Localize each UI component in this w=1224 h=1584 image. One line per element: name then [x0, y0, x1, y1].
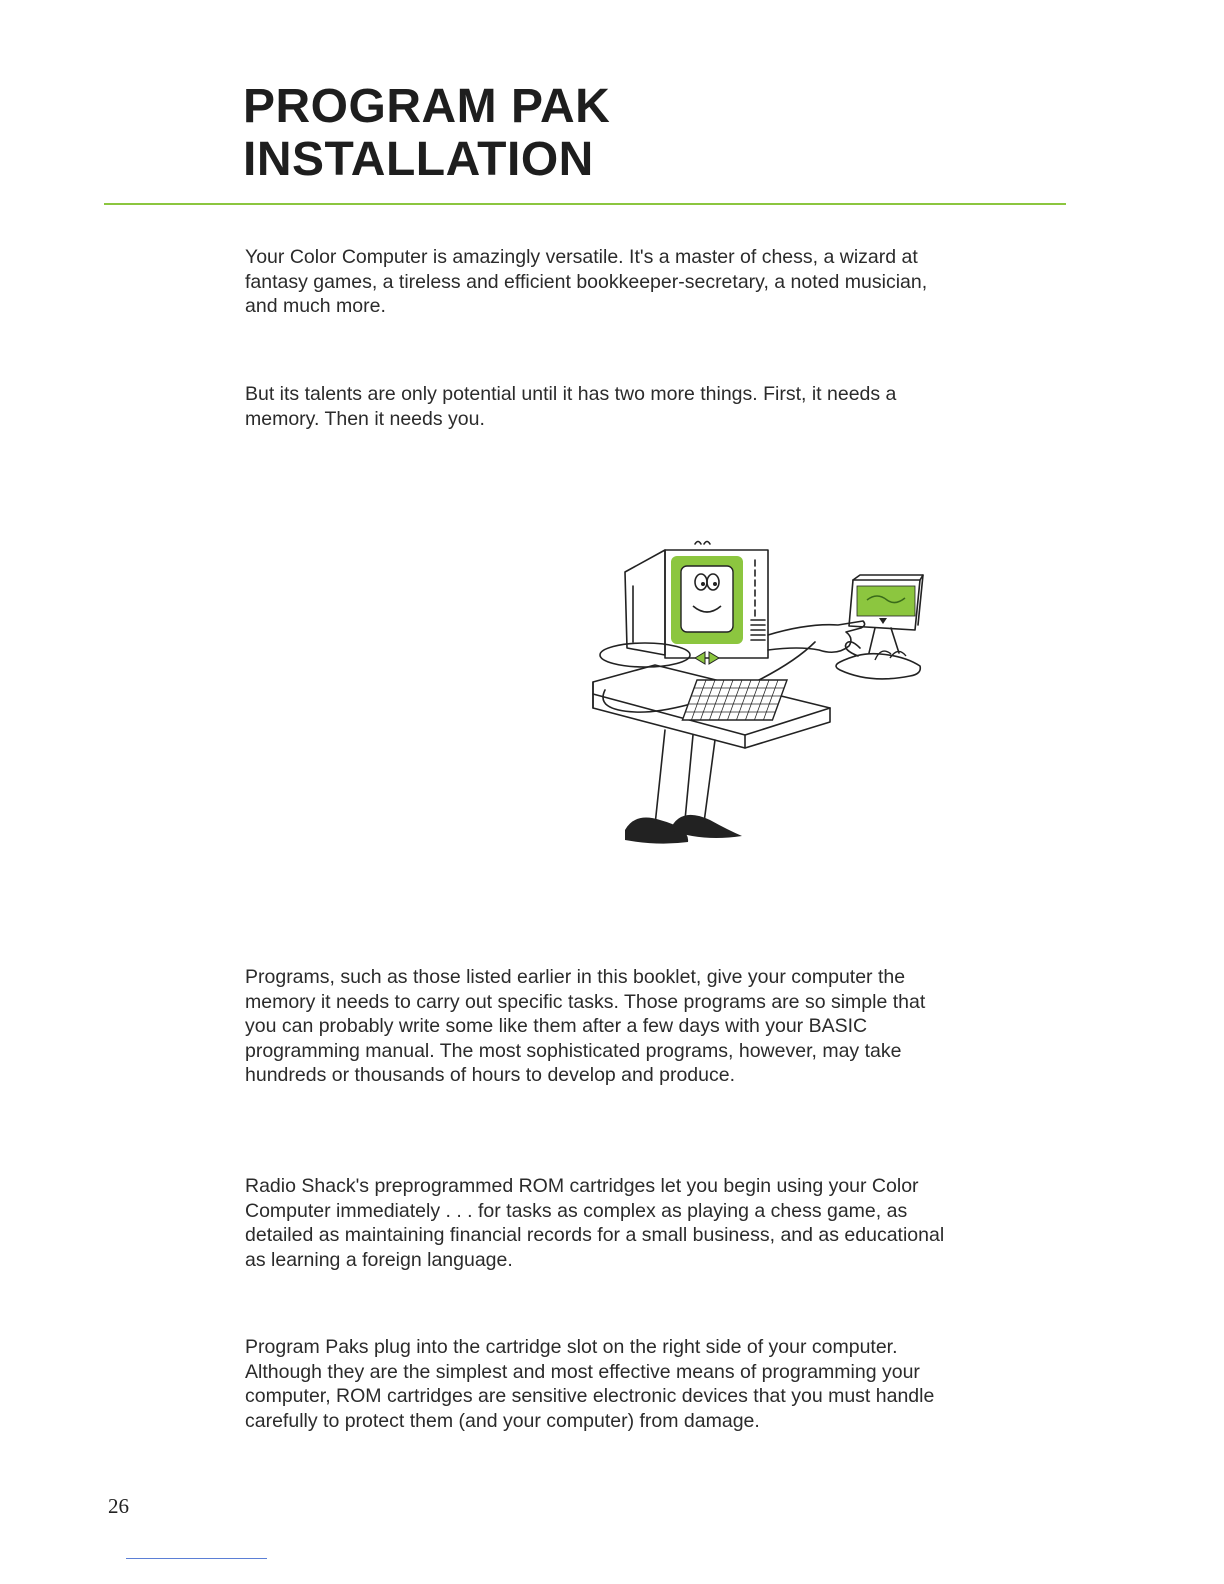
- paragraph-program-paks: Program Paks plug into the cartridge slot on the right side of your computer. Although they are the simplest and most effective means of programming your computer, ROM cartridges are sensitive electronic devices that you must handle carefully to protect them (and your computer) from damage.: [245, 1336, 935, 1432]
- paragraph-programs: Programs, such as those listed earlier in this booklet, give your computer the memory it needs to carry out specific tasks. Those programs are so simple that you can probably write some like them after a few days with your BASIC programming manual. The most sophisticated programs, however, may take hundreds or thousands of hours to develop and produce.: [245, 966, 926, 1086]
- title-line-2: INSTALLATION: [243, 133, 594, 186]
- title-divider: [104, 203, 1066, 205]
- paragraph-potential: But its talents are only potential until it has two more things. First, it needs a memory. Then it needs you.: [245, 383, 897, 430]
- computer-mascot-illustration: [585, 530, 935, 860]
- title-line-1: PROGRAM PAK: [243, 80, 611, 133]
- paragraph-rom-cartridges: Radio Shack's preprogrammed ROM cartridges let you begin using your Color Computer immediately . . . for tasks as complex as playing a chess game, as detailed as maintaining financial records for a small business, and as educational as learning a foreign language.: [245, 1175, 945, 1271]
- footer-rule: [126, 1558, 267, 1559]
- page-number: 26: [108, 1494, 129, 1518]
- paragraph-versatile: Your Color Computer is amazingly versatile. It's a master of chess, a wizard at fantasy games, a tireless and efficient bookkeeper-secretary, a noted musician, and much more.: [245, 246, 928, 317]
- page-title: [243, 80, 610, 186]
